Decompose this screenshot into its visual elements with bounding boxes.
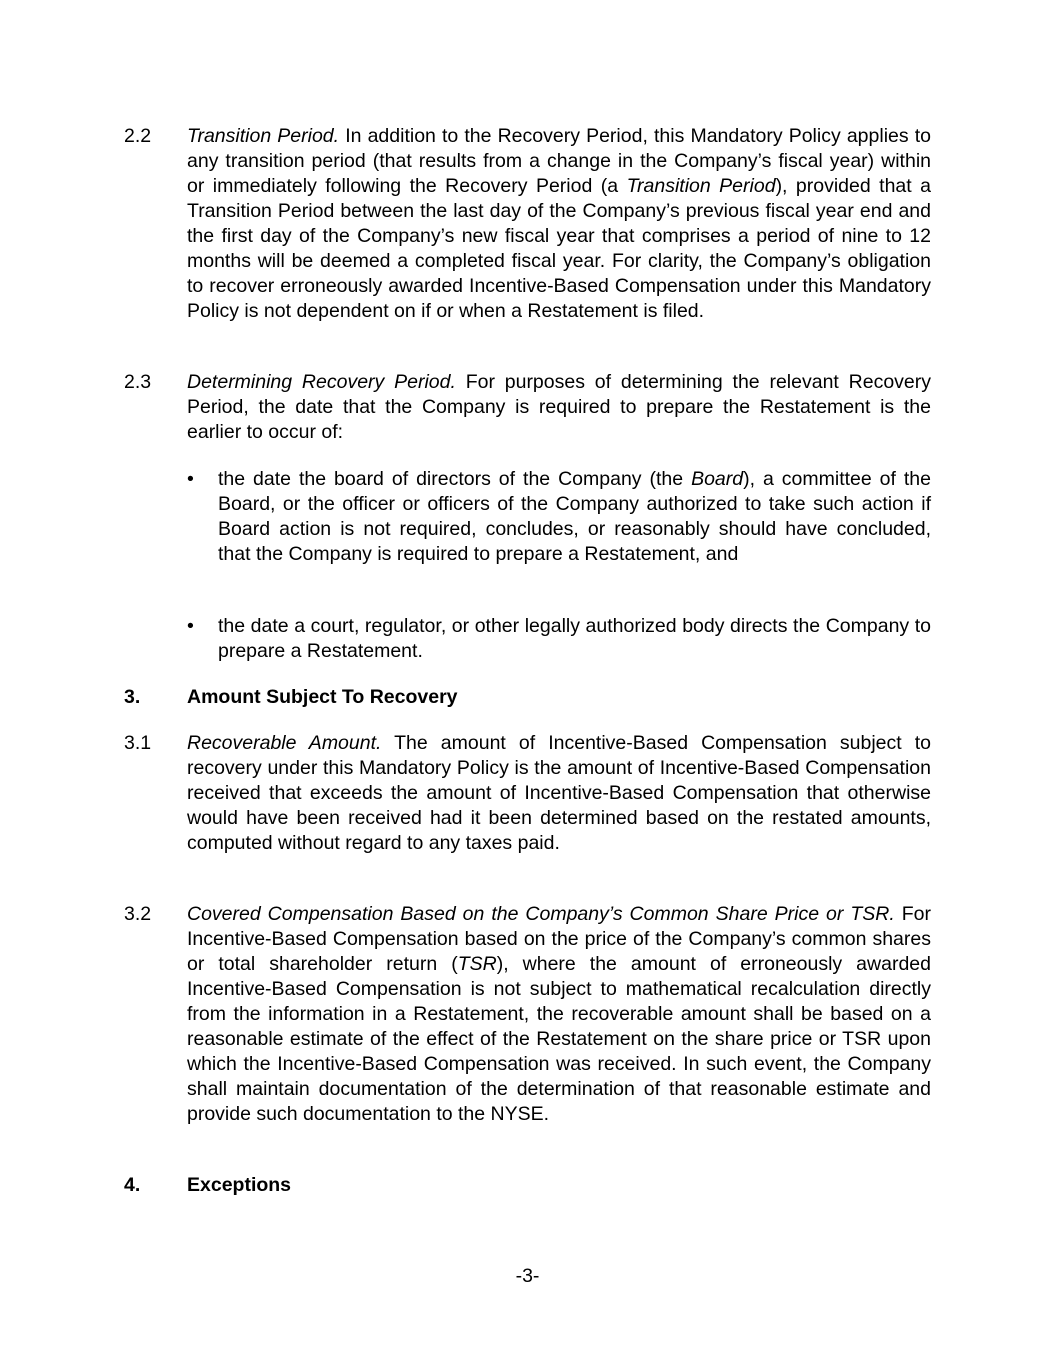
bullet-text-part: ), a committee of the Board, or the officer or officers of the Company authorized to take such action if Board action is not required, concludes, or reasonably should have concluded, that the Company is required to prepare a Restatement, and [218,468,931,565]
section-body [187,124,931,324]
page-number: -3- [515,1265,540,1287]
section-3-heading [124,685,931,710]
defined-term: Board [691,468,744,490]
bullet-item-board [187,467,931,567]
section-title: Recoverable Amount. [187,732,382,754]
section-4-heading [124,1173,931,1198]
defined-term: TSR [457,953,497,975]
section-body [187,902,931,1127]
section-text: ), where the amount of erroneously awarded Incentive-Based Compensation is not subject to mathematical recalculation directly from the information in a Restatement, the recoverable amount shall be based on a reasonable estimate of the effect of the Restatement on the share price or TSR upon which the Incentive-Based Compensation was received. In such event, the Company shall maintain documentation of the determination of that reasonable estimate and provide such documentation to the NYSE. [187,953,931,1125]
section-number: 3. [124,686,141,708]
section-3-2 [124,902,931,1127]
section-number: 3.2 [124,903,152,925]
section-text: For Incentive-Based Compensation based on the price of the Company’s common shares or total shareholder return ( [187,903,931,975]
bullet-icon: • [187,615,194,637]
section-heading: Exceptions [187,1174,292,1196]
section-body [187,370,931,445]
section-3-1 [124,731,931,856]
section-body [187,731,931,856]
section-2-2 [124,124,931,324]
section-number: 3.1 [124,732,152,754]
section-title: Transition Period. [187,125,340,147]
section-2-3 [124,370,931,445]
section-text: For purposes of determining the relevant Recovery Period, the date that the Company is required to prepare the Restatement is the earlier to occur of: [187,371,931,443]
section-number: 2.3 [124,371,152,393]
section-text: In addition to the Recovery Period, this Mandatory Policy applies to any transition period (that results from a change in the Company’s fiscal year) within or immediately following the Recovery Period (a [187,125,931,197]
bullet-text: the date a court, regulator, or other legally authorized body directs the Company to prepare a Restatement. [218,615,931,662]
section-title: Covered Compensation Based on the Company’s Common Share Price or TSR. [187,903,895,925]
section-number: 2.2 [124,125,152,147]
section-number: 4. [124,1174,141,1196]
section-text: The amount of Incentive-Based Compensation subject to recovery under this Mandatory Policy is the amount of Incentive-Based Compensation received that exceeds the amount of Incentive-Based Compensation that otherwise would have been received had it been determined based on the restated amounts, computed without regard to any taxes paid. [187,732,931,854]
section-heading: Amount Subject To Recovery [187,686,458,708]
section-title: Determining Recovery Period. [187,371,456,393]
bullet-text [218,467,931,567]
bullet-icon: • [187,468,194,490]
section-text: ), provided that a Transition Period between the last day of the Company’s previous fiscal year end and the first day of the Company’s new fiscal year that comprises a period of nine to 12 months will be deemed a completed fiscal year. For clarity, the Company’s obligation to recover erroneously awarded Incentive-Based Compensation under this Mandatory Policy is not dependent on if or when a Restatement is filed. [187,175,931,322]
bullet-item-court [187,614,931,664]
bullet-text-part: the date the board of directors of the Company (the [218,468,692,490]
defined-term: Transition Period [626,175,776,197]
